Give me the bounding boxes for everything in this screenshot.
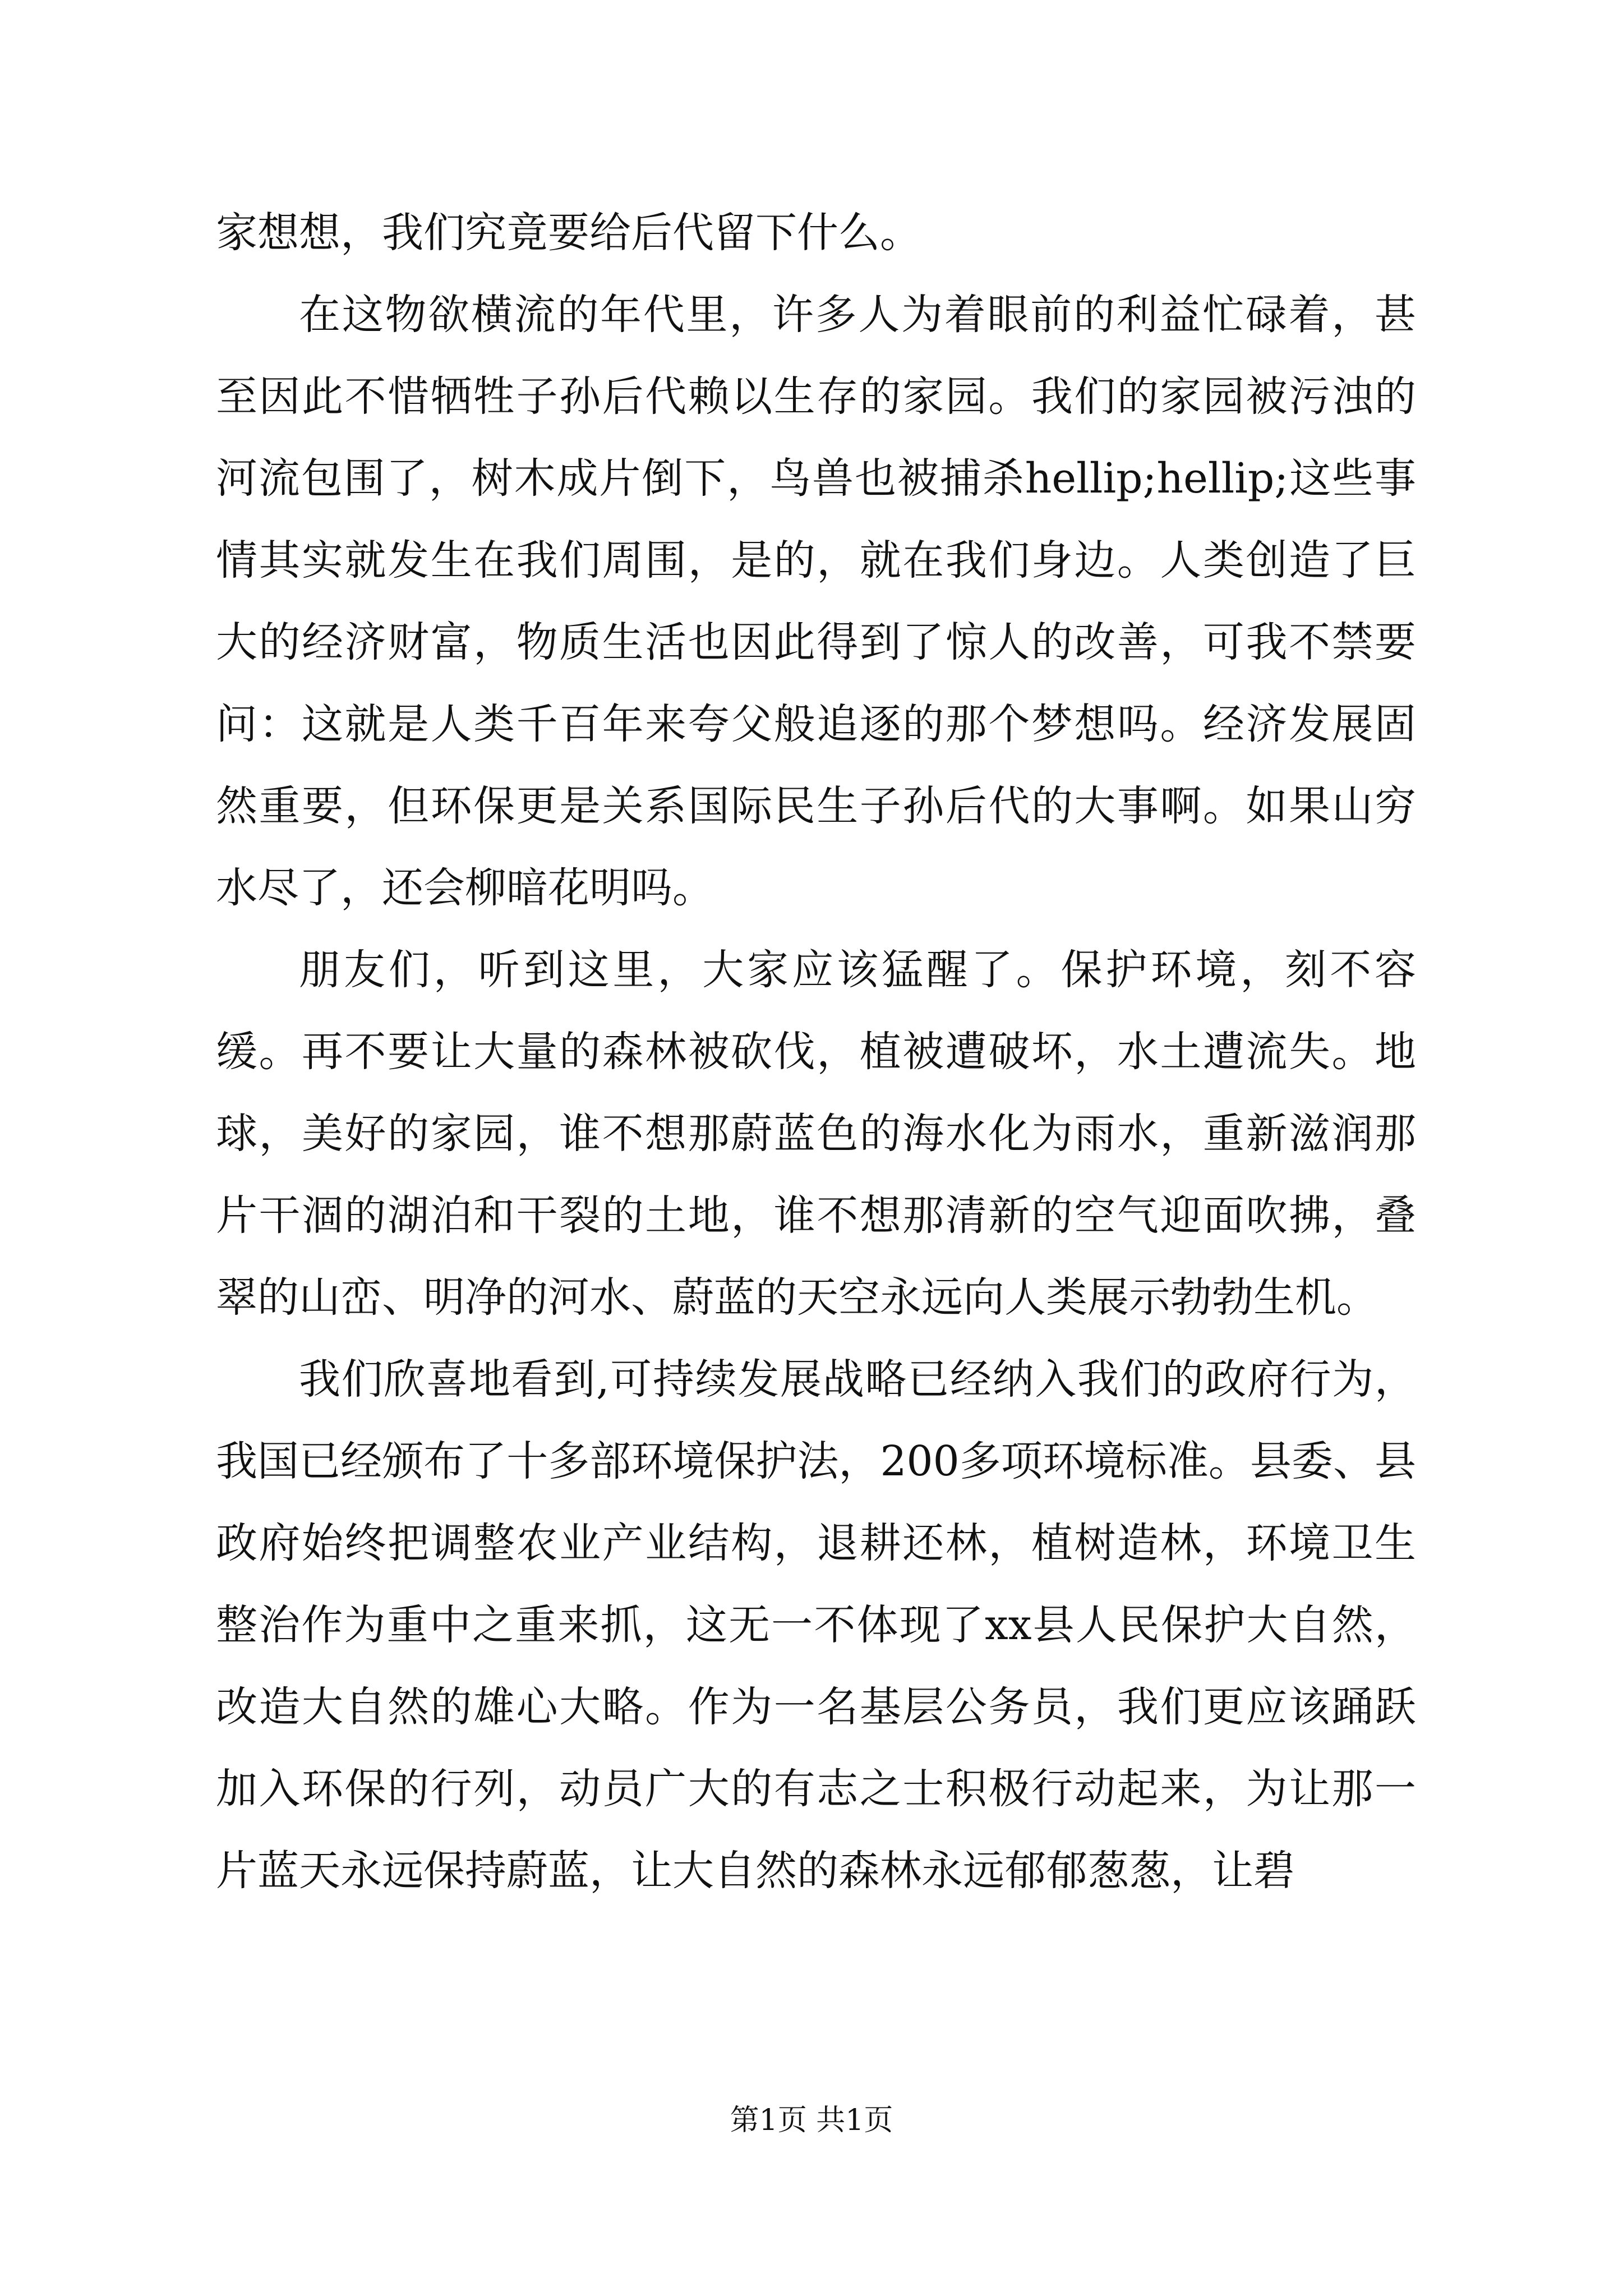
paragraph-3: 朋友们，听到这里，大家应该猛醒了。保护环境，刻不容缓。再不要让大量的森林被砍伐，植被遭破坏，水土遭流失。地球，美好的家园，谁不想那蔚蓝色的海水化为雨水，重新滋润那片干涸的湖泊和干裂的土地，谁不想那清新的空气迎面吹拂，叠翠的山峦、明净的河水、蔚蓝的天空永远向人类展示勃勃生机。 xyxy=(216,946,1416,1322)
page-footer: 第1页 共1页 xyxy=(730,2104,893,2137)
paragraph-4: 我们欣喜地看到,可持续发展战略已经纳入我们的政府行为，我国已经颁布了十多部环境保护法，200多项环境标准。县委、县政府始终把调整农业产业结构，退耕还林，植树造林，环境卫生整治作为重中之重来抓，这无一不体现了xx县人民保护大自然，改造大自然的雄心大略。作为一名基层公务员，我们更应该踊跃加入环保的行列，动员广大的有志之士积极行动起来，为让那一片蓝天永远保持蔚蓝，让大自然的森林永远郁郁葱葱，让碧 xyxy=(216,1355,1416,1895)
paragraph-2: 在这物欲横流的年代里，许多人为着眼前的利益忙碌着，甚至因此不惜牺牲子孙后代赖以生存的家园。我们的家园被污浊的河流包围了，树木成片倒下，鸟兽也被捕杀hellip;hellip;这些事情其实就发生在我们周围，是的，就在我们身边。人类创造了巨大的经济财富，物质生活也因此得到了惊人的改善，可我不禁要问：这就是人类千百年来夸父般追逐的那个梦想吗。经济发展固然重要，但环保更是关系国际民生子孙后代的大事啊。如果山穷水尽了，还会柳暗花明吗。 xyxy=(216,291,1416,912)
document-body xyxy=(216,192,1416,1912)
paragraph-1: 家想想，我们究竟要给后代留下什么。 xyxy=(216,209,921,257)
